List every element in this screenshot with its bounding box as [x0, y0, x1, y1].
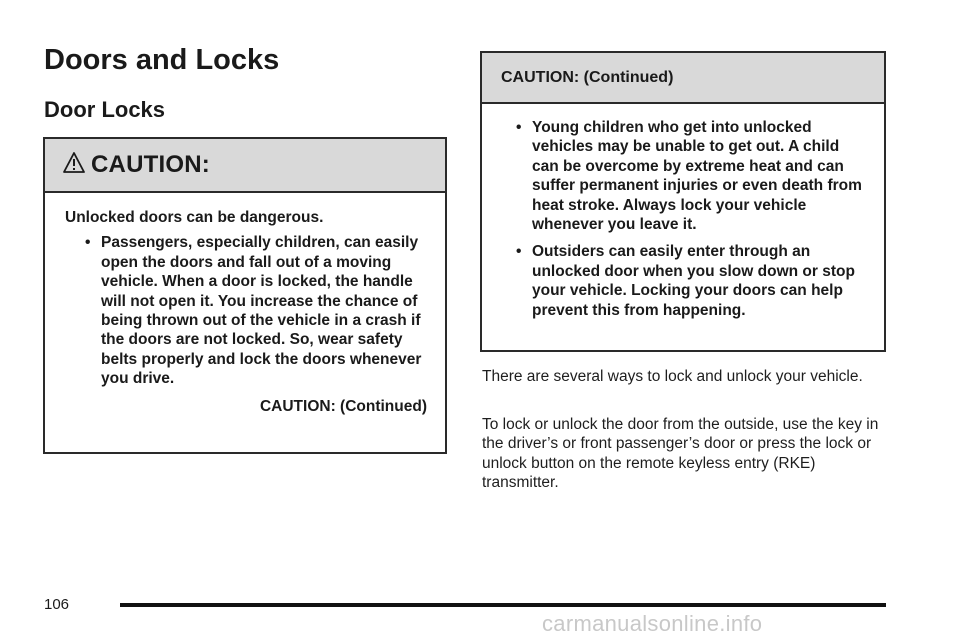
- bullet-item: [83, 233, 427, 388]
- watermark: carmanualsonline.info: [542, 611, 763, 636]
- bullet-text: Young children who get into unlocked vehicles may be unable to get out. A child can be overcome by extreme heat and can suffer permanent injuries or even death from heat stroke. Always lock your vehicle whenever you leave it.: [532, 119, 862, 234]
- caution-continued-body: [482, 104, 884, 320]
- footer-rule: [120, 603, 886, 607]
- bullet-item: [514, 118, 866, 234]
- caution-continued: CAUTION: (Continued): [259, 397, 427, 415]
- caution-title: CAUTION:: [91, 151, 210, 178]
- caution-body: [45, 193, 445, 416]
- page-number: 106: [44, 596, 70, 613]
- caution-bullet-list: [514, 118, 866, 320]
- section-heading: Door Locks: [44, 97, 166, 122]
- caution-continued-header: [482, 53, 884, 104]
- caution-box: [43, 137, 447, 454]
- bullet-dot: •: [516, 243, 522, 261]
- bullet-dot: •: [85, 234, 91, 252]
- caution-continued-title: CAUTION: (Continued): [501, 68, 674, 86]
- bullet-dot: •: [516, 119, 522, 136]
- caution-lead: Unlocked doors can be dangerous.: [65, 209, 324, 226]
- body-paragraph: There are several ways to lock and unlock your vehicle.: [482, 368, 863, 385]
- caution-bullet-list: [65, 233, 427, 388]
- bullet-text: Outsiders can easily enter through an unlocked door when you slow down or stop your vehicle. Locking your doors can help prevent this from happening.: [532, 243, 855, 319]
- bullet-text: Passengers, especially children, can easily open the doors and fall out of a moving vehicle. When a door is locked, the handle will not open it. You increase the chance of being thrown out of the vehicle in a crash if the doors are not locked. So, wear safety belts properly and lock the doors whenever you drive.: [101, 234, 422, 388]
- bullet-item: [514, 242, 866, 320]
- body-paragraph: To lock or unlock the door from the outside, use the key in the driver’s or front passenger’s door or press the lock or unlock button on the remote keyless entry (RKE) transmitter.: [482, 416, 879, 492]
- caution-continued-box: [480, 51, 886, 352]
- caution-header: [45, 139, 445, 193]
- warning-triangle-icon: [63, 151, 85, 175]
- page-title: Doors and Locks: [44, 44, 280, 76]
